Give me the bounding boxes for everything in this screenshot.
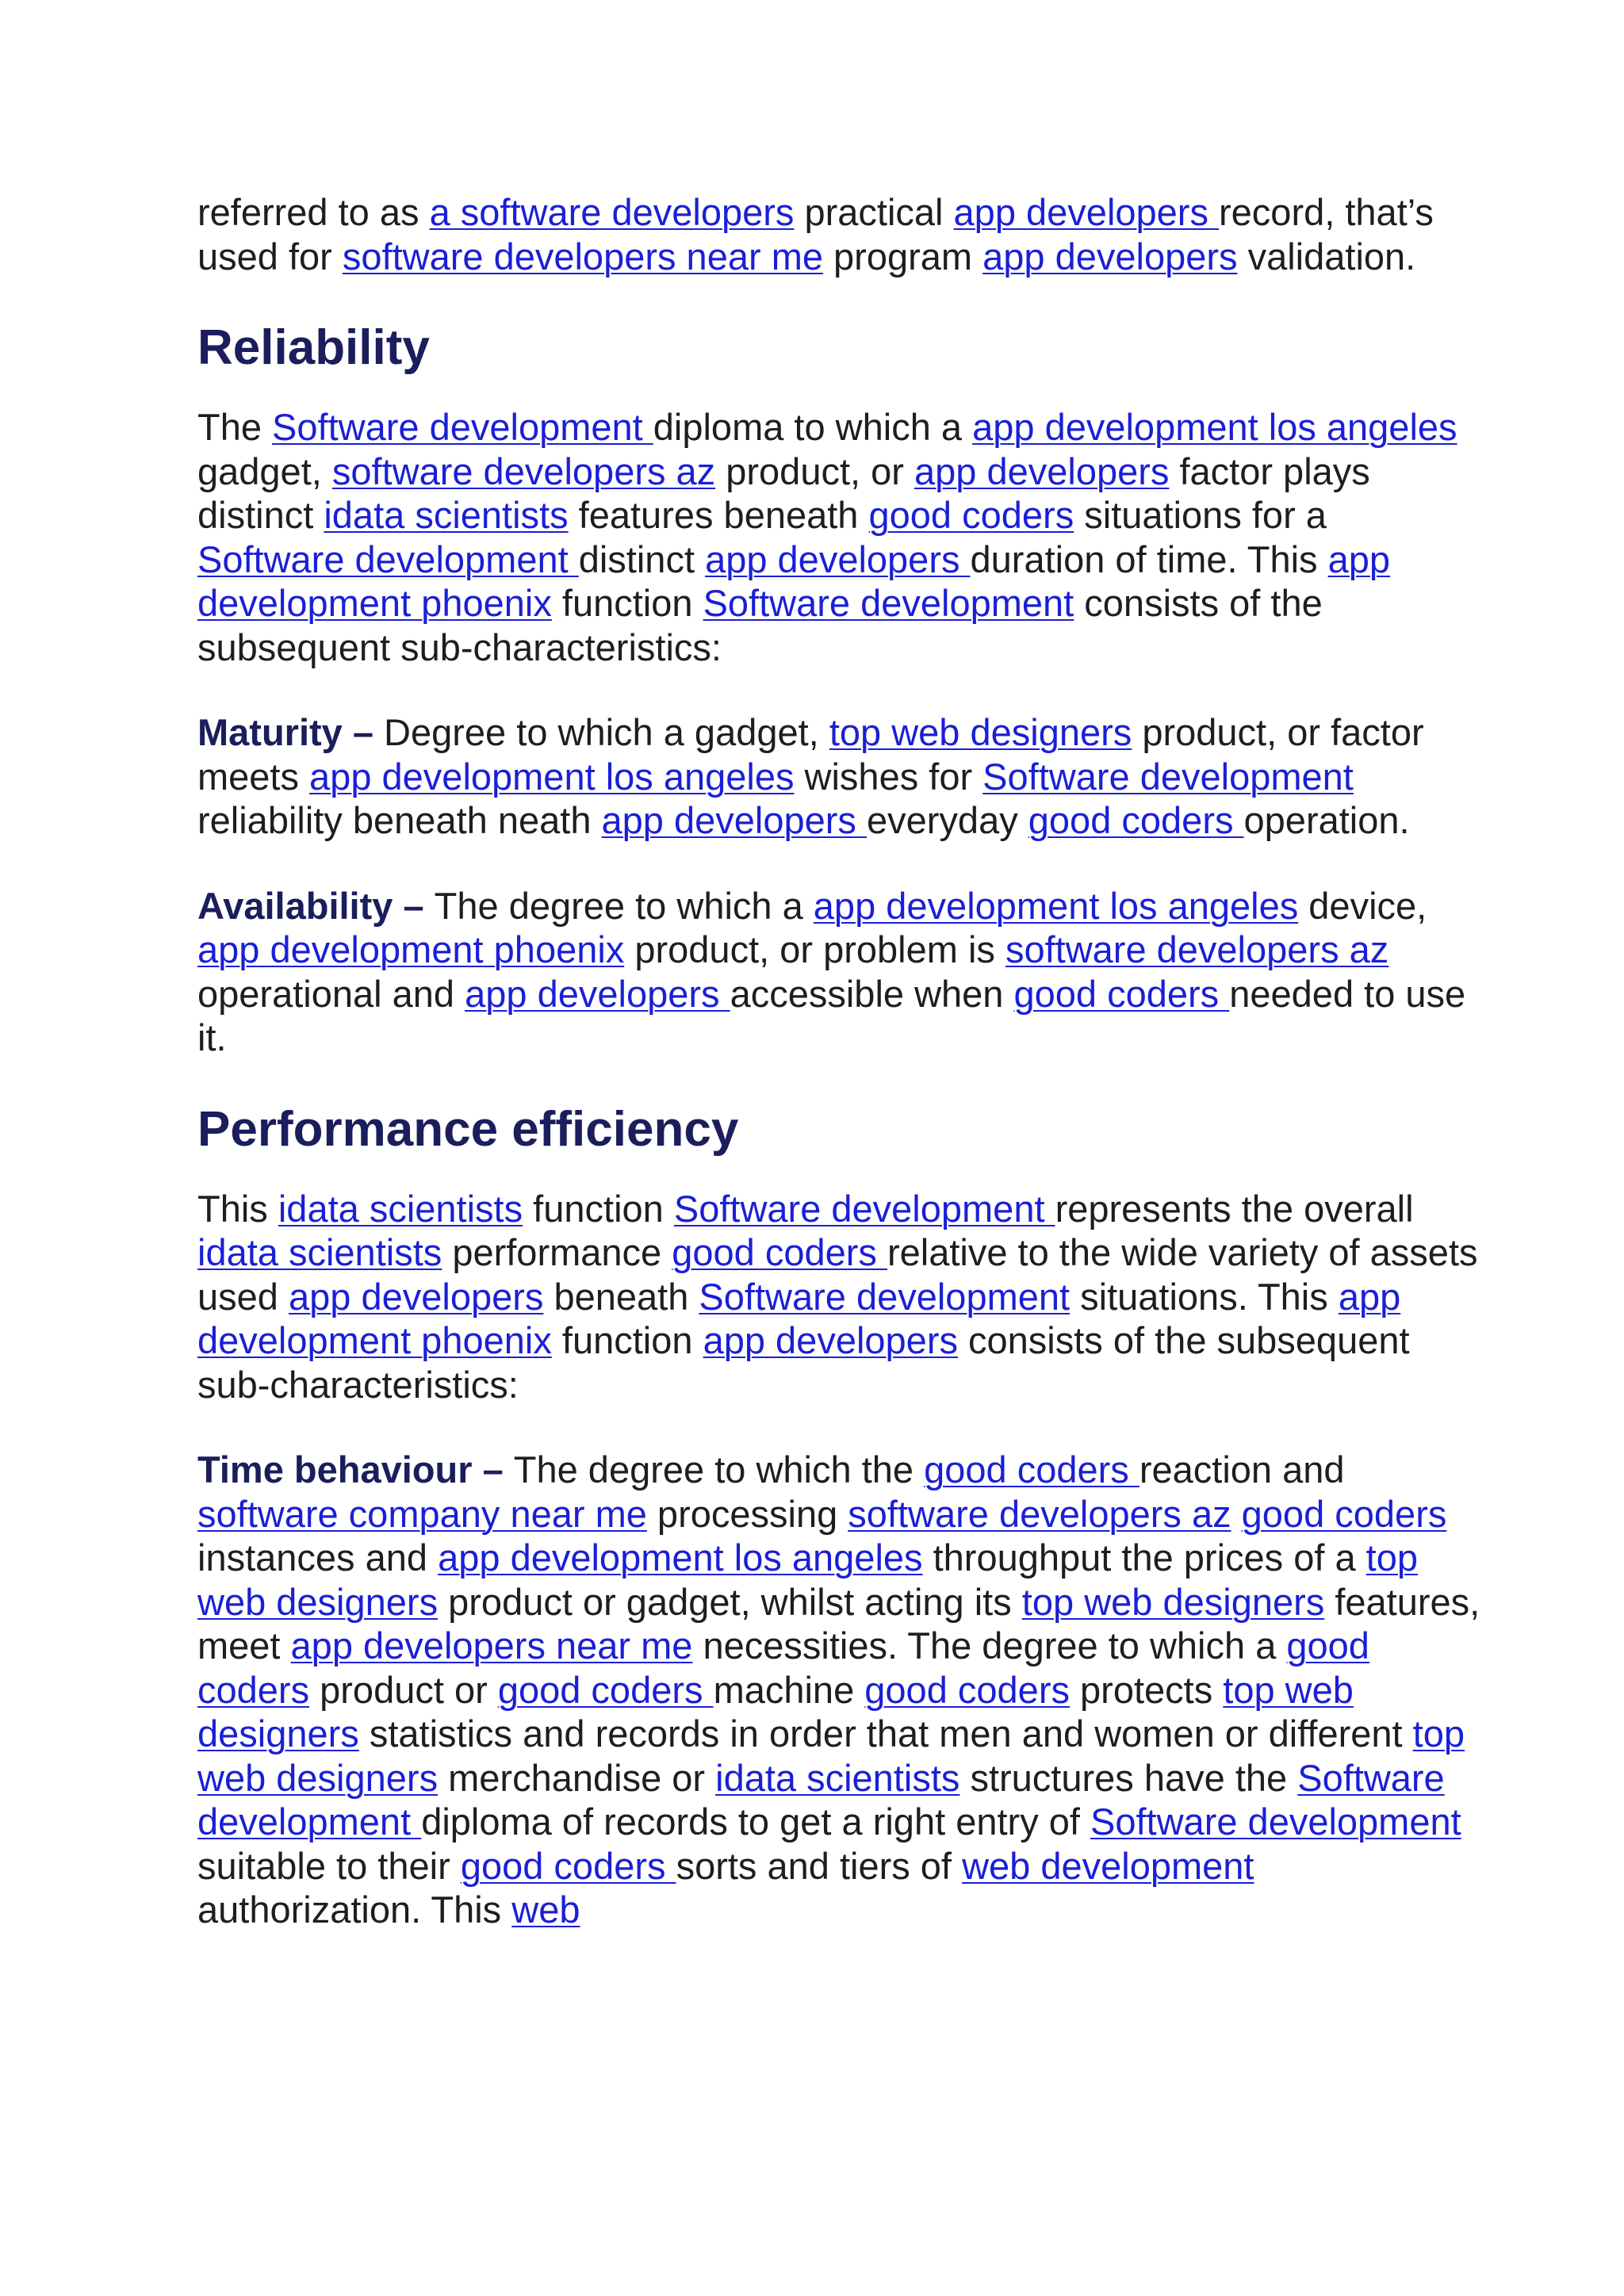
inline-link[interactable]: app developers bbox=[465, 972, 730, 1015]
body-text: referred to as bbox=[197, 191, 430, 233]
body-text: consists of the subsequent sub-characteristics: bbox=[197, 582, 1323, 668]
inline-link[interactable]: good coders bbox=[672, 1231, 887, 1273]
paragraph bbox=[197, 1448, 1482, 1932]
body-text: gadget, bbox=[197, 450, 332, 492]
inline-link[interactable]: top web designers bbox=[197, 1668, 1354, 1755]
paragraph bbox=[197, 884, 1482, 1060]
body-text: necessities. The degree to which a bbox=[692, 1624, 1287, 1667]
body-text: relative to the wide variety of assets used bbox=[197, 1231, 1478, 1318]
inline-link[interactable]: app development los angeles bbox=[438, 1536, 923, 1578]
inline-link[interactable]: top web designers bbox=[829, 711, 1132, 753]
body-text: record, that’s used for bbox=[197, 191, 1434, 277]
term-label: Availability – bbox=[197, 884, 435, 927]
inline-link[interactable]: software developers near me bbox=[342, 235, 823, 277]
inline-link[interactable]: good coders bbox=[1028, 799, 1244, 841]
body-text: situations. This bbox=[1070, 1275, 1339, 1318]
inline-link[interactable]: web bbox=[511, 1888, 580, 1931]
inline-link[interactable]: a software developers bbox=[429, 191, 795, 233]
inline-link[interactable]: idata scientists bbox=[715, 1756, 960, 1799]
body-text: product, or bbox=[715, 450, 914, 492]
body-text: The degree to which a bbox=[434, 884, 814, 927]
body-text: diploma of records to get a right entry of bbox=[421, 1800, 1091, 1843]
body-text: accessible when bbox=[730, 972, 1014, 1015]
inline-link[interactable]: software developers az bbox=[331, 450, 716, 492]
body-text: everyday bbox=[867, 799, 1028, 841]
body-text: reaction and bbox=[1139, 1448, 1345, 1490]
body-text: function bbox=[523, 1187, 674, 1230]
inline-link[interactable]: Software development bbox=[699, 1275, 1071, 1318]
body-text: throughput the prices of a bbox=[922, 1536, 1366, 1578]
document-page bbox=[197, 190, 1482, 1973]
inline-link[interactable]: web development bbox=[962, 1844, 1254, 1887]
inline-link[interactable]: top web designers bbox=[1021, 1580, 1325, 1623]
inline-link[interactable]: Software development bbox=[673, 1187, 1055, 1230]
body-text bbox=[1231, 1493, 1242, 1535]
body-text: validation. bbox=[1237, 235, 1416, 277]
inline-link[interactable]: Software development bbox=[982, 755, 1354, 798]
body-text: function bbox=[551, 582, 703, 624]
inline-link[interactable]: app developers near me bbox=[290, 1624, 693, 1667]
inline-link[interactable]: software developers az bbox=[848, 1492, 1231, 1535]
body-text: This bbox=[197, 1187, 278, 1230]
inline-link[interactable]: app development los angeles bbox=[972, 406, 1457, 448]
body-text: suitable to their bbox=[197, 1844, 461, 1887]
inline-link[interactable]: app development los angeles bbox=[309, 755, 795, 798]
inline-link[interactable]: Software development bbox=[1090, 1800, 1461, 1843]
inline-link[interactable]: good coders bbox=[1241, 1492, 1447, 1535]
body-text: structures have the bbox=[959, 1756, 1298, 1799]
body-text: product or bbox=[309, 1668, 498, 1711]
inline-link[interactable]: software developers az bbox=[1005, 928, 1389, 970]
inline-link[interactable]: app development phoenix bbox=[197, 1275, 1401, 1361]
inline-link[interactable]: app developers bbox=[601, 799, 867, 841]
inline-link[interactable]: good coders bbox=[460, 1844, 676, 1887]
body-text: operational and bbox=[197, 972, 465, 1015]
body-text: represents the overall bbox=[1055, 1187, 1414, 1230]
inline-link[interactable]: Software development bbox=[197, 538, 579, 580]
inline-link[interactable]: top web designers bbox=[197, 1712, 1465, 1799]
term-label: Time behaviour – bbox=[197, 1448, 514, 1490]
paragraph bbox=[197, 1187, 1482, 1407]
inline-link[interactable]: app development los angeles bbox=[813, 884, 1299, 927]
body-text: duration of time. This bbox=[970, 538, 1328, 580]
body-text: beneath bbox=[543, 1275, 699, 1318]
body-text: product, or problem is bbox=[624, 928, 1005, 970]
body-text: statistics and records in order that men and women or different bbox=[358, 1712, 1413, 1755]
body-text: situations for a bbox=[1074, 494, 1327, 536]
inline-link[interactable]: good coders bbox=[1013, 972, 1230, 1015]
inline-link[interactable]: top web designers bbox=[197, 1536, 1419, 1623]
body-text: features beneath bbox=[568, 494, 869, 536]
body-text: protects bbox=[1069, 1668, 1224, 1711]
inline-link[interactable]: app development phoenix bbox=[197, 538, 1391, 624]
body-text: authorization. This bbox=[197, 1888, 512, 1931]
body-text: The bbox=[197, 406, 273, 448]
inline-link[interactable]: good coders bbox=[497, 1668, 714, 1711]
inline-link[interactable]: good coders bbox=[924, 1448, 1139, 1490]
inline-link[interactable]: good coders bbox=[197, 1624, 1369, 1711]
section-heading: Performance efficiency bbox=[197, 1101, 739, 1157]
section-heading: Reliability bbox=[197, 320, 430, 375]
body-text: performance bbox=[442, 1231, 672, 1273]
body-text: practical bbox=[794, 191, 954, 233]
body-text: consists of the subsequent sub-characteristics: bbox=[197, 1319, 1410, 1406]
inline-link[interactable]: good coders bbox=[864, 1668, 1070, 1711]
body-text: reliability beneath neath bbox=[197, 799, 602, 841]
body-text: product or gadget, whilst acting its bbox=[438, 1580, 1022, 1623]
body-text: factor plays distinct bbox=[197, 450, 1370, 536]
body-text: merchandise or bbox=[438, 1756, 716, 1799]
body-text: device, bbox=[1298, 884, 1427, 927]
paragraph bbox=[197, 190, 1482, 278]
body-text: diploma to which a bbox=[653, 406, 973, 448]
inline-link[interactable]: good coders bbox=[868, 494, 1074, 536]
inline-link[interactable]: idata scientists bbox=[197, 1231, 442, 1273]
inline-link[interactable]: app developers bbox=[914, 450, 1170, 492]
body-text: function bbox=[551, 1319, 703, 1361]
body-text: Degree to which a gadget, bbox=[384, 711, 829, 753]
term-label: Maturity – bbox=[197, 711, 385, 753]
body-text: distinct bbox=[578, 538, 706, 580]
body-text: The degree to which the bbox=[513, 1448, 925, 1490]
inline-link[interactable]: idata scientists bbox=[324, 494, 569, 536]
body-text: operation. bbox=[1243, 799, 1410, 841]
body-text: product, or factor meets bbox=[197, 711, 1424, 798]
inline-link[interactable]: app developers bbox=[288, 1275, 544, 1318]
inline-link[interactable]: app developers bbox=[982, 235, 1238, 277]
body-text: machine bbox=[713, 1668, 865, 1711]
paragraph bbox=[197, 710, 1482, 843]
inline-link[interactable]: app developers bbox=[705, 538, 971, 580]
inline-link[interactable]: Software development bbox=[703, 582, 1074, 624]
inline-link[interactable]: Software development bbox=[197, 1756, 1445, 1843]
body-text: sorts and tiers of bbox=[676, 1844, 963, 1887]
inline-link[interactable]: app developers bbox=[953, 191, 1220, 233]
body-text: features, meet bbox=[197, 1580, 1480, 1667]
body-text: processing bbox=[646, 1492, 848, 1535]
inline-link[interactable]: app development phoenix bbox=[197, 928, 625, 970]
paragraph bbox=[197, 405, 1482, 669]
inline-link[interactable]: app developers bbox=[703, 1319, 958, 1361]
body-text: wishes for bbox=[794, 755, 983, 798]
inline-link[interactable]: Software development bbox=[272, 406, 653, 448]
body-text: needed to use it. bbox=[197, 972, 1466, 1058]
body-text: instances and bbox=[197, 1536, 439, 1578]
inline-link[interactable]: software company near me bbox=[197, 1492, 647, 1535]
inline-link[interactable]: idata scientists bbox=[278, 1187, 523, 1230]
body-text: program bbox=[822, 235, 983, 277]
